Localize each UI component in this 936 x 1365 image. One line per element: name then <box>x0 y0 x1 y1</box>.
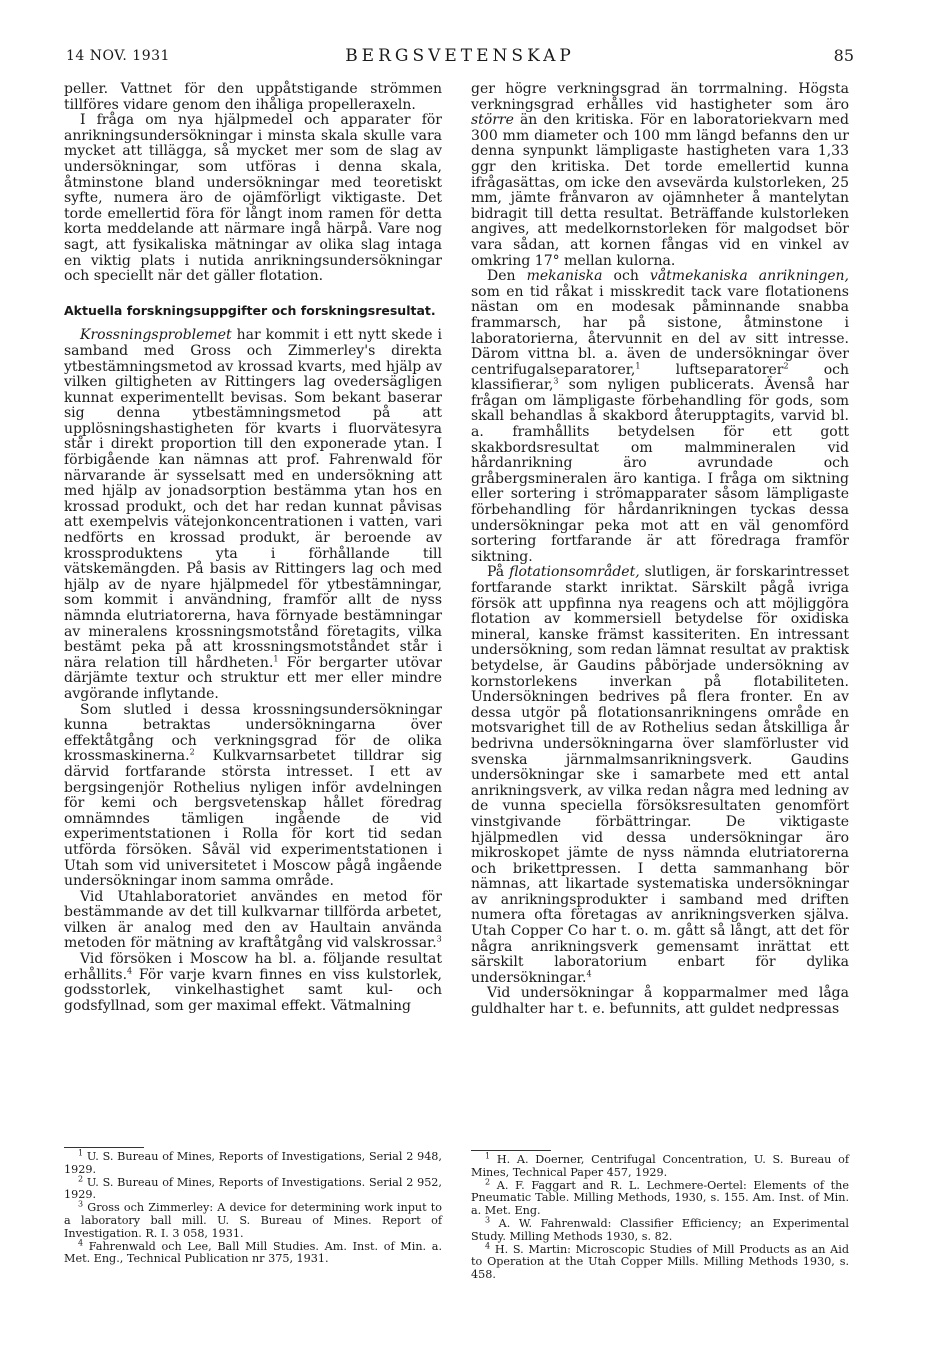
footnote-ref: 2 <box>783 361 789 371</box>
paragraph-text: Vid försöken i Moscow ha bl. a. följande resultat erhållits. <box>64 951 442 983</box>
page-number: 85 <box>833 46 854 65</box>
paragraph <box>64 328 442 702</box>
footnote-number: 2 <box>485 1176 491 1186</box>
footnote-divider <box>64 1147 144 1148</box>
footnote <box>64 1237 442 1267</box>
paragraph-text: Kulkvarnsarbetet tilldrar sig därvid fortfarande största intresset. I ett av bergsingenjör Rothelius nyligen inför avdelningen för kemi och bergsvetenskap hållet föredrag omnämndes tämligen ingående de vid experimentstationen i Rolla för kort tid sedan utförda försöken. Såväl vid experimentstationen i Utah som vid universitetet i Moscow pågå ingående undersökningar inom samma område. <box>64 748 442 890</box>
footnote-text: U. S. Bureau of Mines, Reports of Investigations. Serial 2 952, 1929. <box>64 1175 442 1202</box>
paragraph-text: än den kritiska. För en laboratoriekvarn med 300 mm diameter och 100 mm längd befanns den ur denna synpunkt lämpligaste hastigheten vara 1,33 ggr den kritiska. Det torde emellertid kunna ifrågasättas, om icke den avsevärda kulstorleken, 25 mm, jämte frånvaron av ojämnheter å mantelytan bidragit till detta resultat. Beträffande kulstorleken angives, att medelkornstorleken för malgodset bör vara sådan, att kornen fångas vid en vinkel av omkring 17° mellan kulorna. <box>471 112 849 269</box>
footnote-number: 2 <box>78 1173 84 1183</box>
italic-term: Krossningsproblemet <box>80 327 232 344</box>
footnote-number: 3 <box>485 1215 491 1225</box>
left-footnotes <box>64 1147 442 1266</box>
paragraph: peller. Vattnet för den uppåtstigande strömmen tillföres vidare genom den ihåliga propelleraxeln. <box>64 81 442 113</box>
section-heading: Aktuella forskningsuppgifter och forskningsresultat. <box>64 302 436 318</box>
footnote-text: Gross och Zimmerley: A device for determining work input to a laboratory ball mill. U. S. Bureau of Mines. Report of Investigation. R. I. 3 058, 1931. <box>64 1201 442 1240</box>
footnote-text: H. S. Martin: Microscopic Studies of Mill Products as an Aid to Operation at the Utah Copper Mills. Milling Methods 1930, s. 458. <box>471 1242 849 1282</box>
footnote <box>64 1199 442 1240</box>
footnote-text: Fahrenwald och Lee, Ball Mill Studies. Am. Inst. of Min. a. Met. Eng., Technical Publication nr 375, 1931. <box>64 1239 442 1266</box>
footnote-ref: 3 <box>553 376 559 386</box>
footnote-ref: 4 <box>127 966 133 975</box>
paragraph <box>471 565 849 986</box>
footnote-number: 1 <box>485 1151 491 1161</box>
paragraph <box>471 269 849 565</box>
paragraph-text: och klassifierar, <box>471 361 849 394</box>
italic-term: större <box>471 112 514 129</box>
left-column <box>64 82 442 1014</box>
paragraph <box>64 703 442 890</box>
paragraph: Vid undersökningar å kopparmalmer med låga guldhalter har t. e. befunnits, att guldet nedpressas <box>471 985 849 1018</box>
footnote-ref: 2 <box>189 747 195 757</box>
paragraph-text: som nyligen publicerats. Ävenså har frågan om lämpligaste förbehandling för gods, som skall behandlas å skakbord återupptagits, varvid bl. a. framhållits betydelsen för ett gott skakbordsresultat om malmmineralen vid hårdanrikning äro avrundade och gråbergsmineralen äro kantiga. I fråga om siktning eller sortering i strömapparater såsom lämpligaste förbehandling för hårdanrikningen tyckas dessa undersökningar peka mot att en väl genomförd sortering fortfarande är att föredraga framför siktning. <box>471 377 849 565</box>
italic-term: våtmekaniska anrikningen, <box>649 268 849 285</box>
footnote-ref: 1 <box>635 361 641 371</box>
footnote-text: A. W. Fahrenwald: Classifier Efficiency; an Experimental Study. Milling Methods 1930, s. 82. <box>471 1216 849 1243</box>
paragraph-text: Som slutled i dessa krossningsundersökningar kunna betraktas undersökningarna över effektåtgång och verkningsgrad för de olika krossmaskinerna. <box>64 701 442 765</box>
paragraph-text: luftseparatorer <box>640 361 784 378</box>
footnote-number: 3 <box>78 1199 84 1209</box>
footnote-divider <box>471 1150 551 1151</box>
paragraph-text: För varje kvarn finnes en viss kulstorlek, godsstorlek, vinkelhastighet samt kul- och godsfyllnad, som ger maximal effekt. Vätmalning <box>64 966 442 1014</box>
italic-term: mekaniska <box>526 268 603 285</box>
footnote-ref: 1 <box>273 654 279 664</box>
paragraph-text: Vid Utahlaboratoriet användes en metod för bestämmande av det till kulkvarnar tillförda arbetet, vilken är analog med den av Haultain använda metoden för mätning av kraftåtgång vid valskrossar. <box>64 888 442 952</box>
footnote-ref: 4 <box>586 969 592 979</box>
paragraph-text: Den <box>487 268 527 285</box>
footnote-number: 1 <box>78 1148 84 1158</box>
footnote-text: A. F. Faggart and R. L. Lechmere-Oertel: Elements of the Pneumatic Table. Milling Methods, 1930, s. 155. Am. Inst. of Min. a. Met. Eng. <box>471 1178 849 1218</box>
paragraph: I fråga om nya hjälpmedel och apparater för anrikningsundersökningar i minsta skala skulle vara mycket att tillägga, så mycket mer som de slag av undersökningar, som utföras i denna skala, åtminstone bland undersökningar med teoretiskt syfte, numera äro de ojämförligt viktigaste. Det torde emellertid föra för långt inom ramen för detta korta meddelande att närmare ingå härpå. Vare nog sagt, att fysikaliska mätningar av olika slag intaga en viktig plats i nutida anrikningsundersökningar och speciellt när det gäller flotation. <box>64 112 442 285</box>
footnote <box>471 1215 849 1244</box>
footnote-text: U. S. Bureau of Mines, Reports of Investigations, Serial 2 948, 1929. <box>64 1150 442 1176</box>
paragraph <box>64 952 442 1014</box>
italic-term: flotationsområdet, <box>509 564 640 581</box>
journal-title: BERGSVETENSKAP <box>345 46 575 66</box>
paragraph-text: har kommit i ett nytt skede i samband med Gross och Zimmerley's direkta ytbestämningsmetod av krossad kvarts, med hjälp av vilken giltigheten av Rittingers lag ovedersägligen kunnat experimentellt bevisas. Som bekant baserar sig denna ytbestämningsmetod på att upplösningshastigheten för kvarts i fluorvätesyra står i direkt proportion till den exponerade ytan. I förbigående kan nämnas att prof. Fahrenwald för närvarande är sysselsatt med en undersökning att med hjälp av jonadsorption bestämma ytan hos en krossad produkt, och det har redan kunnat påvisas att exempelvis vätejonkoncentrationen i vatten, vari nedförts en krossad produkt, är beroende av krossproduktens yta i förhållande till vätskemängden. På basis av Rittingers lag och med hjälp av de nyare hjälpmedel för ytbestämningar, som kommit i användning, framför allt de nyss nämnda elutriatorerna, hava förnyade bestämningar av mineralens krossningsmotstånd företagits, vilka bestämt peka på att krossningsmotståndet står i nära relation till hårdheten. <box>64 327 442 671</box>
paragraph-text: ger högre verkningsgrad än torrmalning. Högsta verkningsgrad erhålles vid hastigheter som äro <box>471 81 849 113</box>
paragraph-text: slutligen, är forskarintresset fortfarande starkt inriktat. Särskilt pågå ivriga försök att uppfinna nya reagens och att möjliggöra flotation av kommersiell betydelse för oxidiska mineral, kanske främst kassiteriten. En intressant undersökning, som redan lämnat resultat av praktisk betydelse, är Gaudins påbörjade undersökning av kornstorlekens inverkan på flotabiliteten. Undersökningen bedrives på flera fronter. En av dessa utgör på flotationsanrikningens område en motsvarighet till de av Rothelius sedan åtskilliga år bedrivna undersökningarna över slamförluster vid svenska järnmalmsanrikningsverk. Gaudins undersökningar ske i samarbete med ett antal anrikningsverk, av vilka redan några med ledning av de vunna speciella försöksresultaten genomfört vinstgivande förbättringar. De viktigaste hjälpmedlen vid dessa undersökningar äro mikroskopet jämte de nyss nämnda elutriatorerna och brikettpressen. I detta sammanhang bör nämnas, att likartade systematiska undersökningar av anrikningsprodukter i samband med driften numera ofta företagas av anrikningsverken själva. Utah Copper Co har t. o. m. gått så långt, att det för några anrikningsverk gemensamt inrättat ett särskilt laboratorium enbart för dylika undersökningar. <box>471 564 849 986</box>
footnote <box>471 1240 849 1282</box>
paragraph-text: För bergarter utövar därjämte textur och struktur ett mer eller mindre avgörande inflytande. <box>64 654 442 702</box>
footnote <box>471 1151 849 1180</box>
paragraph-text: På <box>487 564 510 581</box>
footnote <box>471 1176 849 1218</box>
paragraph <box>64 890 442 952</box>
paragraph <box>471 82 849 269</box>
footnote-ref: 3 <box>436 934 442 944</box>
issue-date: 14 NOV. 1931 <box>66 48 170 64</box>
footnote-text: H. A. Doerner, Centrifugal Concentration, U. S. Bureau of Mines, Technical Paper 457, 1929. <box>471 1153 849 1179</box>
paragraph-text: som en tid råkat i misskredit tack vare flotationens nästan om en modesak påminnande snabba frammarsch, har på sistone, åtminstone i laboratorierna, återvunnit en del av sitt intresse. Därom vittna bl. a. även de undersökningar över centrifugalseparatorer, <box>471 283 849 378</box>
footnote <box>64 1173 442 1203</box>
right-column <box>471 82 849 1018</box>
footnote-number: 4 <box>78 1237 84 1247</box>
footnote <box>64 1148 442 1177</box>
paragraph-text: och <box>602 268 650 285</box>
right-footnotes <box>471 1150 849 1282</box>
footnote-number: 4 <box>485 1240 491 1250</box>
page-header <box>66 44 854 68</box>
